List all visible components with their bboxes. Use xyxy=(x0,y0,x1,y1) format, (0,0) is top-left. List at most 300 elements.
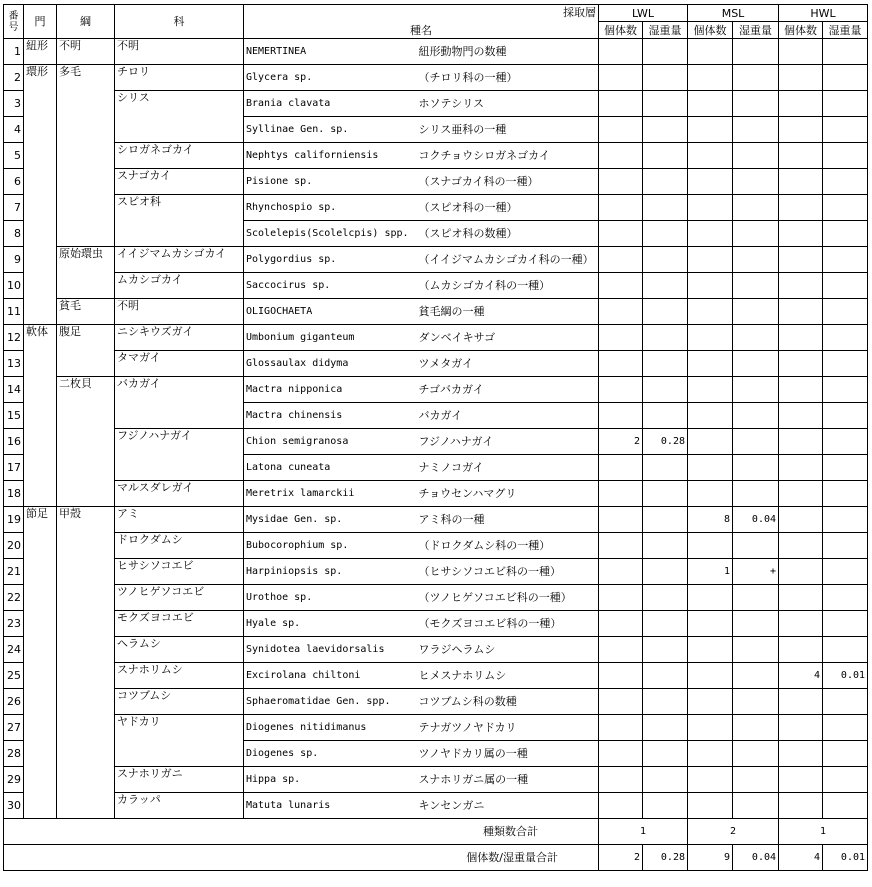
cell-weight xyxy=(643,221,688,247)
cell-scientific-name: Bubocorophium sp. xyxy=(244,533,417,559)
cell-japanese-name: キンセンガニ xyxy=(417,793,599,819)
cell-japanese-name: 貧毛綱の一種 xyxy=(417,299,599,325)
cell-weight xyxy=(823,351,868,377)
cell-japanese-name: ツノヤドカリ属の一種 xyxy=(417,741,599,767)
row-number: 16 xyxy=(4,429,24,455)
cell-count xyxy=(779,715,823,741)
cell-scientific-name: Harpiniopsis sp. xyxy=(244,559,417,585)
cell-weight xyxy=(643,741,688,767)
cell-weight xyxy=(643,611,688,637)
cell-weight xyxy=(733,247,779,273)
cell-weight xyxy=(733,221,779,247)
row-number: 15 xyxy=(4,403,24,429)
cell-scientific-name: Glossaulax didyma xyxy=(244,351,417,377)
cell-scientific-name: NEMERTINEA xyxy=(244,39,417,65)
cell-weight xyxy=(733,325,779,351)
cell-count xyxy=(599,195,643,221)
cell-count xyxy=(599,507,643,533)
row-number: 18 xyxy=(4,481,24,507)
cell-japanese-name: バカガイ xyxy=(417,403,599,429)
cell-count xyxy=(599,611,643,637)
cell-weight xyxy=(733,117,779,143)
cell-count xyxy=(779,585,823,611)
cell-count xyxy=(779,325,823,351)
cell-count xyxy=(599,91,643,117)
cell-count xyxy=(688,143,733,169)
table-row xyxy=(4,507,868,533)
row-number: 8 xyxy=(4,221,24,247)
cell-weight xyxy=(643,715,688,741)
cell-weight xyxy=(643,377,688,403)
cell-scientific-name: Mysidae Gen. sp. xyxy=(244,507,417,533)
count-total-cell: 2 xyxy=(599,845,643,871)
cell-weight xyxy=(733,663,779,689)
row-number: 11 xyxy=(4,299,24,325)
cell-count xyxy=(779,195,823,221)
cell-class: 貧毛 xyxy=(57,299,115,325)
cell-japanese-name: フジノハナガイ xyxy=(417,429,599,455)
cell-phylum: 節足 xyxy=(24,507,57,819)
cell-japanese-name: 紐形動物門の数種 xyxy=(417,39,599,65)
row-number: 24 xyxy=(4,637,24,663)
count-total-cell: 9 xyxy=(688,845,733,871)
cell-weight xyxy=(643,91,688,117)
row-number: 6 xyxy=(4,169,24,195)
row-number: 7 xyxy=(4,195,24,221)
count-total-cell: 4 xyxy=(779,845,823,871)
cell-count xyxy=(688,611,733,637)
table-row xyxy=(4,273,868,299)
cell-scientific-name: Urothoe sp. xyxy=(244,585,417,611)
cell-class: 甲殻 xyxy=(57,507,115,819)
cell-count xyxy=(688,637,733,663)
row-number: 30 xyxy=(4,793,24,819)
cell-class: 原始環虫 xyxy=(57,247,115,299)
cell-weight xyxy=(733,481,779,507)
header-count: 個体数 xyxy=(599,22,643,39)
row-number: 13 xyxy=(4,351,24,377)
cell-weight xyxy=(823,273,868,299)
cell-japanese-name: （ドロクダムシ科の一種） xyxy=(417,533,599,559)
cell-weight xyxy=(733,429,779,455)
cell-count xyxy=(688,403,733,429)
cell-japanese-name: （イイジマムカシゴカイ科の一種） xyxy=(417,247,599,273)
cell-japanese-name: （スピオ科の数種） xyxy=(417,221,599,247)
cell-count xyxy=(779,689,823,715)
cell-count xyxy=(779,169,823,195)
header-group-lwl: LWL xyxy=(599,5,688,22)
cell-count xyxy=(599,637,643,663)
cell-count xyxy=(688,351,733,377)
cell-count xyxy=(599,767,643,793)
cell-count xyxy=(599,377,643,403)
cell-family: タマガイ xyxy=(115,351,244,377)
species-table xyxy=(3,4,868,871)
row-number: 14 xyxy=(4,377,24,403)
cell-japanese-name: シリス亜科の一種 xyxy=(417,117,599,143)
cell-weight xyxy=(823,585,868,611)
cell-family: シリス xyxy=(115,91,244,143)
cell-scientific-name: Brania clavata xyxy=(244,91,417,117)
header-group-hwl: HWL xyxy=(779,5,868,22)
header-weight: 湿重量 xyxy=(823,22,868,39)
cell-family: ムカシゴカイ xyxy=(115,273,244,299)
row-number: 28 xyxy=(4,741,24,767)
table-row xyxy=(4,65,868,91)
cell-weight xyxy=(823,507,868,533)
species-total-label: 種類数合計 xyxy=(4,819,599,845)
cell-weight xyxy=(733,169,779,195)
header-species-label: 種名 xyxy=(410,24,432,37)
cell-count xyxy=(688,741,733,767)
cell-japanese-name: アミ科の一種 xyxy=(417,507,599,533)
table-row xyxy=(4,689,868,715)
cell-japanese-name: スナホリガニ属の一種 xyxy=(417,767,599,793)
row-number: 9 xyxy=(4,247,24,273)
cell-count xyxy=(599,39,643,65)
header-phylum: 門 xyxy=(24,5,57,39)
cell-count xyxy=(779,221,823,247)
cell-japanese-name: （ムカシゴカイ科の一種） xyxy=(417,273,599,299)
cell-count xyxy=(688,91,733,117)
cell-scientific-name: Diogenes sp. xyxy=(244,741,417,767)
row-number: 3 xyxy=(4,91,24,117)
cell-family: スナゴカイ xyxy=(115,169,244,195)
cell-weight xyxy=(643,585,688,611)
cell-weight xyxy=(823,767,868,793)
cell-scientific-name: Synidotea laevidorsalis xyxy=(244,637,417,663)
cell-japanese-name: （モクズヨコエビ科の一種） xyxy=(417,611,599,637)
table-row xyxy=(4,637,868,663)
cell-japanese-name: ナミノコガイ xyxy=(417,455,599,481)
cell-weight xyxy=(733,65,779,91)
species-total-row xyxy=(4,819,868,845)
cell-count xyxy=(779,793,823,819)
cell-scientific-name: Pisione sp. xyxy=(244,169,417,195)
row-number: 23 xyxy=(4,611,24,637)
row-number: 26 xyxy=(4,689,24,715)
cell-count xyxy=(688,325,733,351)
cell-count xyxy=(779,65,823,91)
row-number: 29 xyxy=(4,767,24,793)
cell-count xyxy=(688,221,733,247)
header-group-msl: MSL xyxy=(688,5,779,22)
cell-family: バカガイ xyxy=(115,377,244,429)
cell-weight xyxy=(643,403,688,429)
cell-weight xyxy=(823,559,868,585)
cell-scientific-name: Excirolana chiltoni xyxy=(244,663,417,689)
header-weight: 湿重量 xyxy=(733,22,779,39)
cell-count xyxy=(779,507,823,533)
cell-count xyxy=(599,533,643,559)
cell-weight xyxy=(733,741,779,767)
table-row xyxy=(4,325,868,351)
cell-weight xyxy=(823,377,868,403)
cell-weight: 0.28 xyxy=(643,429,688,455)
cell-scientific-name: Sphaeromatidae Gen. spp. xyxy=(244,689,417,715)
cell-weight xyxy=(643,481,688,507)
cell-count xyxy=(599,715,643,741)
row-number: 21 xyxy=(4,559,24,585)
cell-count xyxy=(688,455,733,481)
table-row xyxy=(4,611,868,637)
cell-family: カラッパ xyxy=(115,793,244,819)
cell-count xyxy=(599,793,643,819)
cell-family: スナホリガニ xyxy=(115,767,244,793)
cell-scientific-name: Polygordius sp. xyxy=(244,247,417,273)
row-number: 5 xyxy=(4,143,24,169)
cell-count xyxy=(779,351,823,377)
cell-count xyxy=(599,221,643,247)
table-row xyxy=(4,767,868,793)
cell-japanese-name: ホソテシリス xyxy=(417,91,599,117)
cell-japanese-name: テナガツノヤドカリ xyxy=(417,715,599,741)
cell-weight xyxy=(823,793,868,819)
cell-japanese-name: （ツノヒゲソコエビ科の一種） xyxy=(417,585,599,611)
table-row xyxy=(4,143,868,169)
cell-family: スピオ科 xyxy=(115,195,244,247)
header-number: 番 号 xyxy=(4,5,24,39)
cell-weight xyxy=(643,247,688,273)
cell-weight xyxy=(733,273,779,299)
cell-family: ニシキウズガイ xyxy=(115,325,244,351)
cell-count xyxy=(779,637,823,663)
cell-scientific-name: Diogenes nitidimanus xyxy=(244,715,417,741)
cell-count xyxy=(779,481,823,507)
cell-weight xyxy=(733,91,779,117)
cell-family: 不明 xyxy=(115,39,244,65)
cell-count xyxy=(688,533,733,559)
species-total-hwl: 1 xyxy=(779,819,868,845)
table-row xyxy=(4,481,868,507)
header-count: 個体数 xyxy=(688,22,733,39)
cell-weight xyxy=(823,39,868,65)
row-number: 2 xyxy=(4,65,24,91)
cell-weight xyxy=(643,559,688,585)
cell-weight xyxy=(823,195,868,221)
cell-weight xyxy=(643,273,688,299)
cell-count xyxy=(688,299,733,325)
cell-weight xyxy=(823,689,868,715)
cell-family: ドロクダムシ xyxy=(115,533,244,559)
cell-scientific-name: Glycera sp. xyxy=(244,65,417,91)
cell-weight xyxy=(823,65,868,91)
cell-weight xyxy=(643,195,688,221)
cell-count xyxy=(599,741,643,767)
cell-family: ヤドカリ xyxy=(115,715,244,767)
cell-weight xyxy=(733,351,779,377)
cell-count xyxy=(599,299,643,325)
cell-count xyxy=(599,247,643,273)
cell-weight xyxy=(643,533,688,559)
table-row xyxy=(4,351,868,377)
cell-count xyxy=(779,299,823,325)
cell-count xyxy=(779,91,823,117)
cell-family: モクズヨコエビ xyxy=(115,611,244,637)
cell-family: ツノヒゲソコエビ xyxy=(115,585,244,611)
table-body xyxy=(4,39,868,819)
cell-scientific-name: Syllinae Gen. sp. xyxy=(244,117,417,143)
cell-weight xyxy=(733,793,779,819)
row-number: 27 xyxy=(4,715,24,741)
cell-scientific-name: Hyale sp. xyxy=(244,611,417,637)
header-weight: 湿重量 xyxy=(643,22,688,39)
cell-count xyxy=(599,325,643,351)
cell-count xyxy=(688,65,733,91)
cell-scientific-name: Umbonium giganteum xyxy=(244,325,417,351)
cell-family: コツブムシ xyxy=(115,689,244,715)
cell-class: 不明 xyxy=(57,39,115,65)
table-row xyxy=(4,793,868,819)
cell-weight xyxy=(733,689,779,715)
cell-family: スナホリムシ xyxy=(115,663,244,689)
header-layer-label: 採取層 xyxy=(563,6,596,19)
count-total-row xyxy=(4,845,868,871)
header-family: 科 xyxy=(115,5,244,39)
cell-weight xyxy=(823,143,868,169)
cell-count xyxy=(688,247,733,273)
cell-weight xyxy=(733,611,779,637)
row-number: 4 xyxy=(4,117,24,143)
cell-weight xyxy=(733,533,779,559)
cell-scientific-name: Chion semigranosa xyxy=(244,429,417,455)
cell-count xyxy=(779,39,823,65)
cell-weight xyxy=(643,143,688,169)
cell-family: イイジマムカシゴカイ xyxy=(115,247,244,273)
cell-japanese-name: コクチョウシロガネゴカイ xyxy=(417,143,599,169)
cell-weight xyxy=(733,299,779,325)
header-class: 綱 xyxy=(57,5,115,39)
cell-weight xyxy=(643,39,688,65)
table-row xyxy=(4,91,868,117)
cell-count xyxy=(599,65,643,91)
cell-weight xyxy=(823,741,868,767)
count-total-cell: 0.01 xyxy=(823,845,868,871)
table-row xyxy=(4,663,868,689)
cell-count xyxy=(599,273,643,299)
cell-count xyxy=(688,689,733,715)
cell-count xyxy=(688,39,733,65)
cell-scientific-name: Mactra chinensis xyxy=(244,403,417,429)
cell-family: チロリ xyxy=(115,65,244,91)
cell-family: マルスダレガイ xyxy=(115,481,244,507)
cell-count xyxy=(599,663,643,689)
cell-count xyxy=(599,403,643,429)
cell-japanese-name: （ヒサシソコエビ科の一種） xyxy=(417,559,599,585)
table-row xyxy=(4,169,868,195)
cell-scientific-name: Latona cuneata xyxy=(244,455,417,481)
cell-phylum: 紐形 xyxy=(24,39,57,65)
cell-count xyxy=(599,143,643,169)
cell-count xyxy=(688,377,733,403)
cell-weight xyxy=(733,767,779,793)
cell-weight xyxy=(643,507,688,533)
cell-weight xyxy=(823,429,868,455)
cell-count xyxy=(688,195,733,221)
cell-weight xyxy=(823,637,868,663)
cell-count xyxy=(599,585,643,611)
cell-family: フジノハナガイ xyxy=(115,429,244,481)
cell-count xyxy=(599,689,643,715)
table-row xyxy=(4,429,868,455)
count-total-label: 個体数/湿重量合計 xyxy=(4,845,599,871)
cell-scientific-name: Matuta lunaris xyxy=(244,793,417,819)
cell-weight: + xyxy=(733,559,779,585)
cell-weight xyxy=(823,455,868,481)
cell-scientific-name: Hippa sp. xyxy=(244,767,417,793)
cell-family: ヘラムシ xyxy=(115,637,244,663)
cell-weight xyxy=(643,299,688,325)
row-number: 22 xyxy=(4,585,24,611)
cell-count xyxy=(779,403,823,429)
cell-weight xyxy=(823,403,868,429)
count-total-cell: 0.28 xyxy=(643,845,688,871)
table-row xyxy=(4,195,868,221)
cell-japanese-name: ダンベイキサゴ xyxy=(417,325,599,351)
cell-japanese-name: コツブムシ科の数種 xyxy=(417,689,599,715)
cell-count xyxy=(779,455,823,481)
cell-class: 二枚貝 xyxy=(57,377,115,507)
table-row xyxy=(4,247,868,273)
cell-count xyxy=(779,117,823,143)
table-row xyxy=(4,39,868,65)
cell-weight xyxy=(643,663,688,689)
cell-weight: 0.04 xyxy=(733,507,779,533)
cell-japanese-name: チゴバカガイ xyxy=(417,377,599,403)
cell-count xyxy=(599,117,643,143)
cell-count xyxy=(779,533,823,559)
cell-weight: 0.01 xyxy=(823,663,868,689)
cell-weight xyxy=(823,169,868,195)
table-row xyxy=(4,585,868,611)
cell-weight xyxy=(733,377,779,403)
cell-japanese-name: ツメタガイ xyxy=(417,351,599,377)
cell-weight xyxy=(823,611,868,637)
cell-count xyxy=(779,429,823,455)
header-species xyxy=(244,5,599,39)
cell-scientific-name: Rhynchospio sp. xyxy=(244,195,417,221)
cell-count xyxy=(599,169,643,195)
cell-weight xyxy=(733,455,779,481)
cell-count: 4 xyxy=(779,663,823,689)
cell-weight xyxy=(643,689,688,715)
cell-count xyxy=(779,767,823,793)
cell-weight xyxy=(643,637,688,663)
cell-scientific-name: Meretrix lamarckii xyxy=(244,481,417,507)
row-number: 17 xyxy=(4,455,24,481)
cell-phylum: 環形 xyxy=(24,65,57,325)
cell-count xyxy=(688,273,733,299)
cell-weight xyxy=(733,143,779,169)
cell-weight xyxy=(643,767,688,793)
cell-count xyxy=(779,611,823,637)
cell-weight xyxy=(733,195,779,221)
cell-scientific-name: Scolelepis(Scolelcpis) spp. xyxy=(244,221,417,247)
cell-count xyxy=(599,481,643,507)
cell-weight xyxy=(823,715,868,741)
cell-japanese-name: チョウセンハマグリ xyxy=(417,481,599,507)
cell-japanese-name: （スピオ科の一種） xyxy=(417,195,599,221)
cell-weight xyxy=(643,351,688,377)
cell-weight xyxy=(643,169,688,195)
cell-weight xyxy=(643,117,688,143)
cell-weight xyxy=(823,299,868,325)
cell-weight xyxy=(823,533,868,559)
cell-count xyxy=(779,273,823,299)
cell-count xyxy=(779,247,823,273)
cell-count xyxy=(688,793,733,819)
cell-count xyxy=(688,767,733,793)
